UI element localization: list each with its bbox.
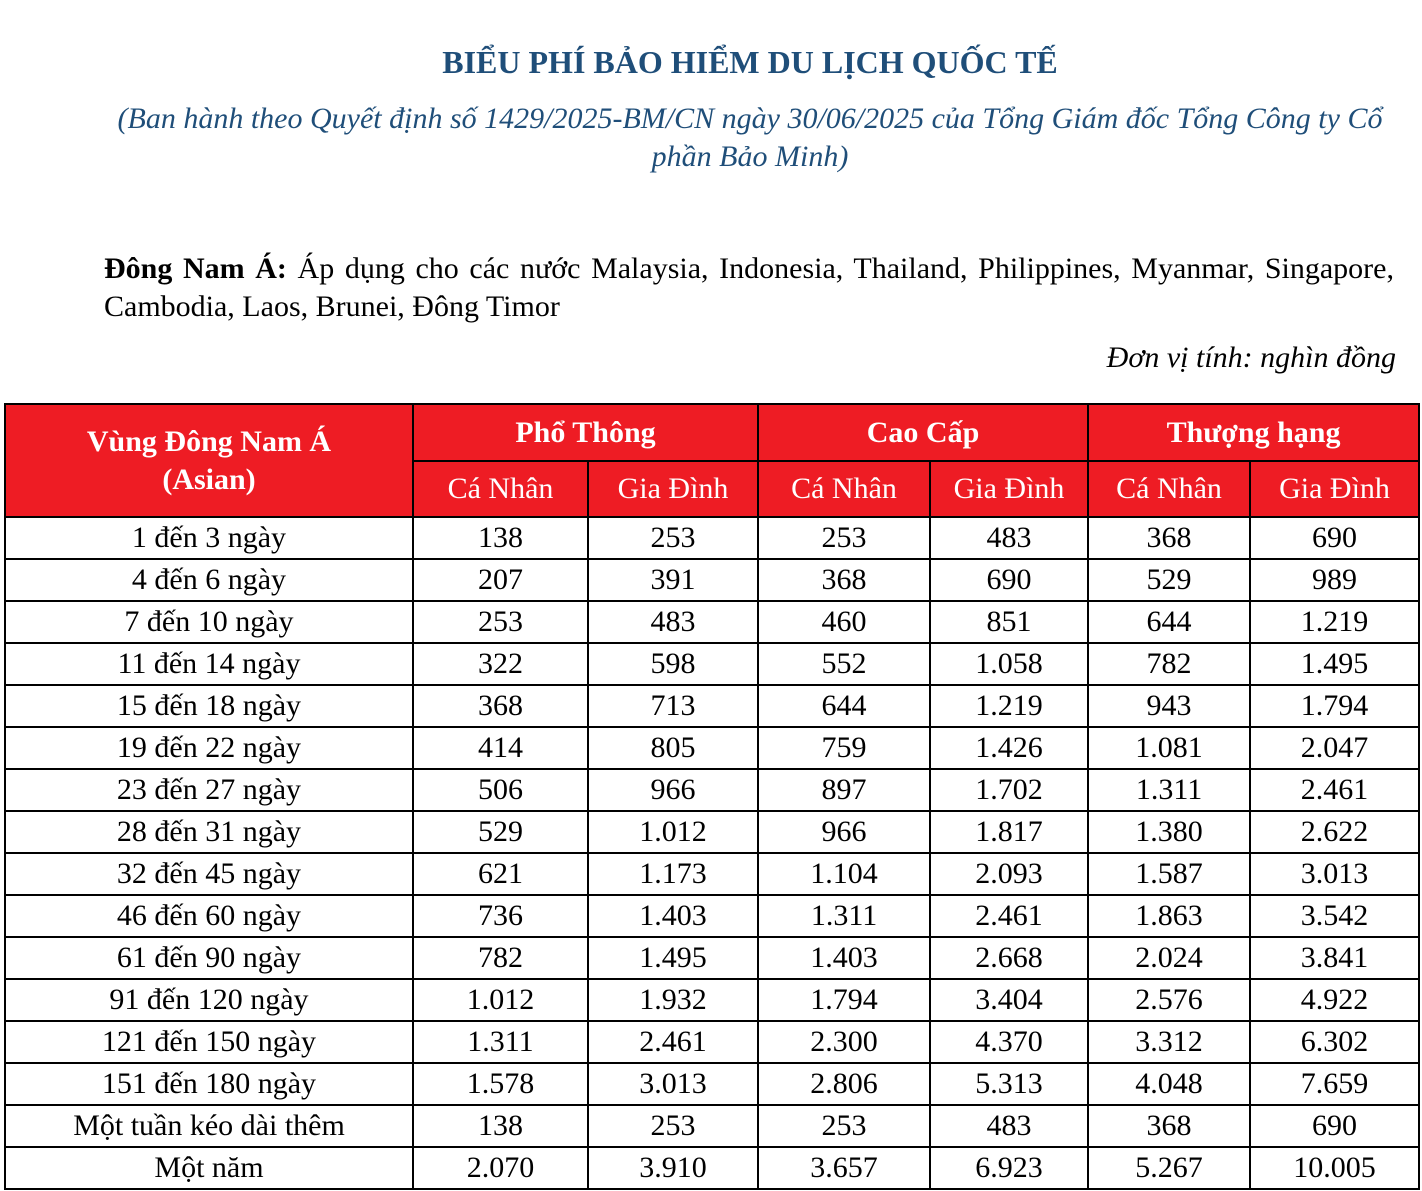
- fee-cell: 1.012: [413, 979, 588, 1021]
- fee-cell: 3.657: [758, 1147, 930, 1189]
- group-header-thuong-hang: Thượng hạng: [1088, 404, 1419, 461]
- table-row: [5, 1147, 1419, 1189]
- table-row: [5, 517, 1419, 559]
- fee-cell: 368: [758, 559, 930, 601]
- fee-cell: 414: [413, 727, 588, 769]
- fee-cell: 1.702: [930, 769, 1088, 811]
- fee-cell: 2.622: [1250, 811, 1419, 853]
- duration-cell: 46 đến 60 ngày: [5, 895, 413, 937]
- fee-cell: 5.267: [1088, 1147, 1250, 1189]
- duration-cell: Một năm: [5, 1147, 413, 1189]
- fee-cell: 3.312: [1088, 1021, 1250, 1063]
- fee-cell: 10.005: [1250, 1147, 1419, 1189]
- group-header-pho-thong: Phổ Thông: [413, 404, 758, 461]
- fee-cell: 644: [758, 685, 930, 727]
- table-row: [5, 1063, 1419, 1105]
- table-row: [5, 559, 1419, 601]
- fee-cell: 253: [758, 1105, 930, 1147]
- table-row: [5, 727, 1419, 769]
- fee-cell: 805: [588, 727, 758, 769]
- fee-cell: 253: [413, 601, 588, 643]
- fee-cell: 506: [413, 769, 588, 811]
- fee-cell: 1.863: [1088, 895, 1250, 937]
- fee-cell: 483: [930, 517, 1088, 559]
- fee-cell: 6.302: [1250, 1021, 1419, 1063]
- fee-cell: 2.093: [930, 853, 1088, 895]
- subheader-ca-nhan: Cá Nhân: [758, 461, 930, 517]
- region-label: Đông Nam Á:: [104, 252, 287, 285]
- corner-header: Vùng Đông Nam Á (Asian): [5, 404, 413, 517]
- table-row: [5, 937, 1419, 979]
- fee-cell: 368: [1088, 1105, 1250, 1147]
- table-row: [5, 643, 1419, 685]
- fee-cell: 460: [758, 601, 930, 643]
- fee-cell: 253: [588, 1105, 758, 1147]
- fee-cell: 782: [413, 937, 588, 979]
- fee-cell: 3.013: [588, 1063, 758, 1105]
- subheader-ca-nhan: Cá Nhân: [413, 461, 588, 517]
- fee-cell: 598: [588, 643, 758, 685]
- fee-cell: 529: [1088, 559, 1250, 601]
- fee-cell: 5.313: [930, 1063, 1088, 1105]
- fee-cell: 759: [758, 727, 930, 769]
- fee-cell: 1.794: [1250, 685, 1419, 727]
- fee-cell: 1.426: [930, 727, 1088, 769]
- fee-cell: 4.370: [930, 1021, 1088, 1063]
- duration-cell: 23 đến 27 ngày: [5, 769, 413, 811]
- table-row: [5, 811, 1419, 853]
- fee-cell: 1.012: [588, 811, 758, 853]
- fee-cell: 2.024: [1088, 937, 1250, 979]
- fee-cell: 1.380: [1088, 811, 1250, 853]
- fee-cell: 1.311: [758, 895, 930, 937]
- fee-cell: 690: [1250, 1105, 1419, 1147]
- fee-cell: 253: [588, 517, 758, 559]
- fee-cell: 7.659: [1250, 1063, 1419, 1105]
- fee-cell: 897: [758, 769, 930, 811]
- fee-cell: 621: [413, 853, 588, 895]
- fee-cell: 483: [930, 1105, 1088, 1147]
- duration-cell: 151 đến 180 ngày: [5, 1063, 413, 1105]
- fee-cell: 943: [1088, 685, 1250, 727]
- fee-cell: 713: [588, 685, 758, 727]
- fee-cell: 1.587: [1088, 853, 1250, 895]
- duration-cell: 1 đến 3 ngày: [5, 517, 413, 559]
- fee-cell: 1.058: [930, 643, 1088, 685]
- fee-cell: 1.311: [413, 1021, 588, 1063]
- fee-cell: 644: [1088, 601, 1250, 643]
- fee-table-body: [5, 517, 1419, 1189]
- fee-cell: 690: [1250, 517, 1419, 559]
- fee-cell: 851: [930, 601, 1088, 643]
- fee-cell: 690: [930, 559, 1088, 601]
- fee-cell: 138: [413, 1105, 588, 1147]
- fee-cell: 138: [413, 517, 588, 559]
- table-row: [5, 895, 1419, 937]
- fee-cell: 2.806: [758, 1063, 930, 1105]
- fee-cell: 1.495: [1250, 643, 1419, 685]
- unit-note: Đơn vị tính: nghìn đồng: [1106, 341, 1396, 374]
- fee-cell: 782: [1088, 643, 1250, 685]
- fee-cell: 966: [588, 769, 758, 811]
- subheader-ca-nhan: Cá Nhân: [1088, 461, 1250, 517]
- fee-table: [4, 403, 1420, 1190]
- fee-cell: 6.923: [930, 1147, 1088, 1189]
- fee-cell: 966: [758, 811, 930, 853]
- duration-cell: 19 đến 22 ngày: [5, 727, 413, 769]
- duration-cell: 11 đến 14 ngày: [5, 643, 413, 685]
- group-header-cao-cap: Cao Cấp: [758, 404, 1088, 461]
- table-row: [5, 853, 1419, 895]
- fee-cell: 2.461: [588, 1021, 758, 1063]
- fee-cell: 4.048: [1088, 1063, 1250, 1105]
- subheader-gia-dinh: Gia Đình: [1250, 461, 1419, 517]
- table-row: [5, 601, 1419, 643]
- fee-cell: 1.173: [588, 853, 758, 895]
- fee-cell: 2.461: [930, 895, 1088, 937]
- fee-cell: 1.219: [1250, 601, 1419, 643]
- fee-cell: 2.070: [413, 1147, 588, 1189]
- page-subtitle: (Ban hành theo Quyết định số 1429/2025-BM/CN ngày 30/06/2025 của Tổng Giám đốc Tổng Công ty Cổ phần Bảo Minh): [117, 102, 1383, 173]
- fee-cell: 1.794: [758, 979, 930, 1021]
- fee-cell: 1.403: [588, 895, 758, 937]
- fee-cell: 207: [413, 559, 588, 601]
- subheader-gia-dinh: Gia Đình: [930, 461, 1088, 517]
- duration-cell: 91 đến 120 ngày: [5, 979, 413, 1021]
- fee-cell: 3.841: [1250, 937, 1419, 979]
- fee-cell: 529: [413, 811, 588, 853]
- fee-cell: 3.013: [1250, 853, 1419, 895]
- fee-cell: 4.922: [1250, 979, 1419, 1021]
- fee-cell: 253: [758, 517, 930, 559]
- duration-cell: 121 đến 150 ngày: [5, 1021, 413, 1063]
- duration-cell: 15 đến 18 ngày: [5, 685, 413, 727]
- page-title: BIỂU PHÍ BẢO HIỂM DU LỊCH QUỐC TẾ: [442, 44, 1058, 80]
- fee-cell: 322: [413, 643, 588, 685]
- fee-cell: 1.578: [413, 1063, 588, 1105]
- duration-cell: 32 đến 45 ngày: [5, 853, 413, 895]
- fee-cell: 1.104: [758, 853, 930, 895]
- duration-cell: 61 đến 90 ngày: [5, 937, 413, 979]
- duration-cell: Một tuần kéo dài thêm: [5, 1105, 413, 1147]
- table-row: [5, 769, 1419, 811]
- fee-cell: 2.300: [758, 1021, 930, 1063]
- fee-cell: 2.461: [1250, 769, 1419, 811]
- table-row: [5, 979, 1419, 1021]
- fee-cell: 3.404: [930, 979, 1088, 1021]
- duration-cell: 28 đến 31 ngày: [5, 811, 413, 853]
- fee-cell: 368: [413, 685, 588, 727]
- subheader-gia-dinh: Gia Đình: [588, 461, 758, 517]
- region-description: [104, 250, 1394, 326]
- fee-cell: 3.542: [1250, 895, 1419, 937]
- region-text: Áp dụng cho các nước Malaysia, Indonesia, Thailand, Philippines, Myanmar, Singapore, Cambodia, Laos, Brunei, Đông Timor: [104, 252, 1394, 323]
- duration-cell: 4 đến 6 ngày: [5, 559, 413, 601]
- fee-cell: 483: [588, 601, 758, 643]
- fee-cell: 1.081: [1088, 727, 1250, 769]
- fee-cell: 391: [588, 559, 758, 601]
- fee-cell: 1.495: [588, 937, 758, 979]
- fee-cell: 2.576: [1088, 979, 1250, 1021]
- fee-cell: 552: [758, 643, 930, 685]
- table-row: [5, 1105, 1419, 1147]
- fee-cell: 2.047: [1250, 727, 1419, 769]
- table-row: [5, 685, 1419, 727]
- duration-cell: 7 đến 10 ngày: [5, 601, 413, 643]
- fee-cell: 1.817: [930, 811, 1088, 853]
- fee-cell: 2.668: [930, 937, 1088, 979]
- fee-cell: 368: [1088, 517, 1250, 559]
- fee-cell: 1.219: [930, 685, 1088, 727]
- fee-cell: 1.403: [758, 937, 930, 979]
- table-row: [5, 1021, 1419, 1063]
- fee-cell: 1.311: [1088, 769, 1250, 811]
- fee-cell: 3.910: [588, 1147, 758, 1189]
- fee-cell: 736: [413, 895, 588, 937]
- fee-cell: 1.932: [588, 979, 758, 1021]
- fee-cell: 989: [1250, 559, 1419, 601]
